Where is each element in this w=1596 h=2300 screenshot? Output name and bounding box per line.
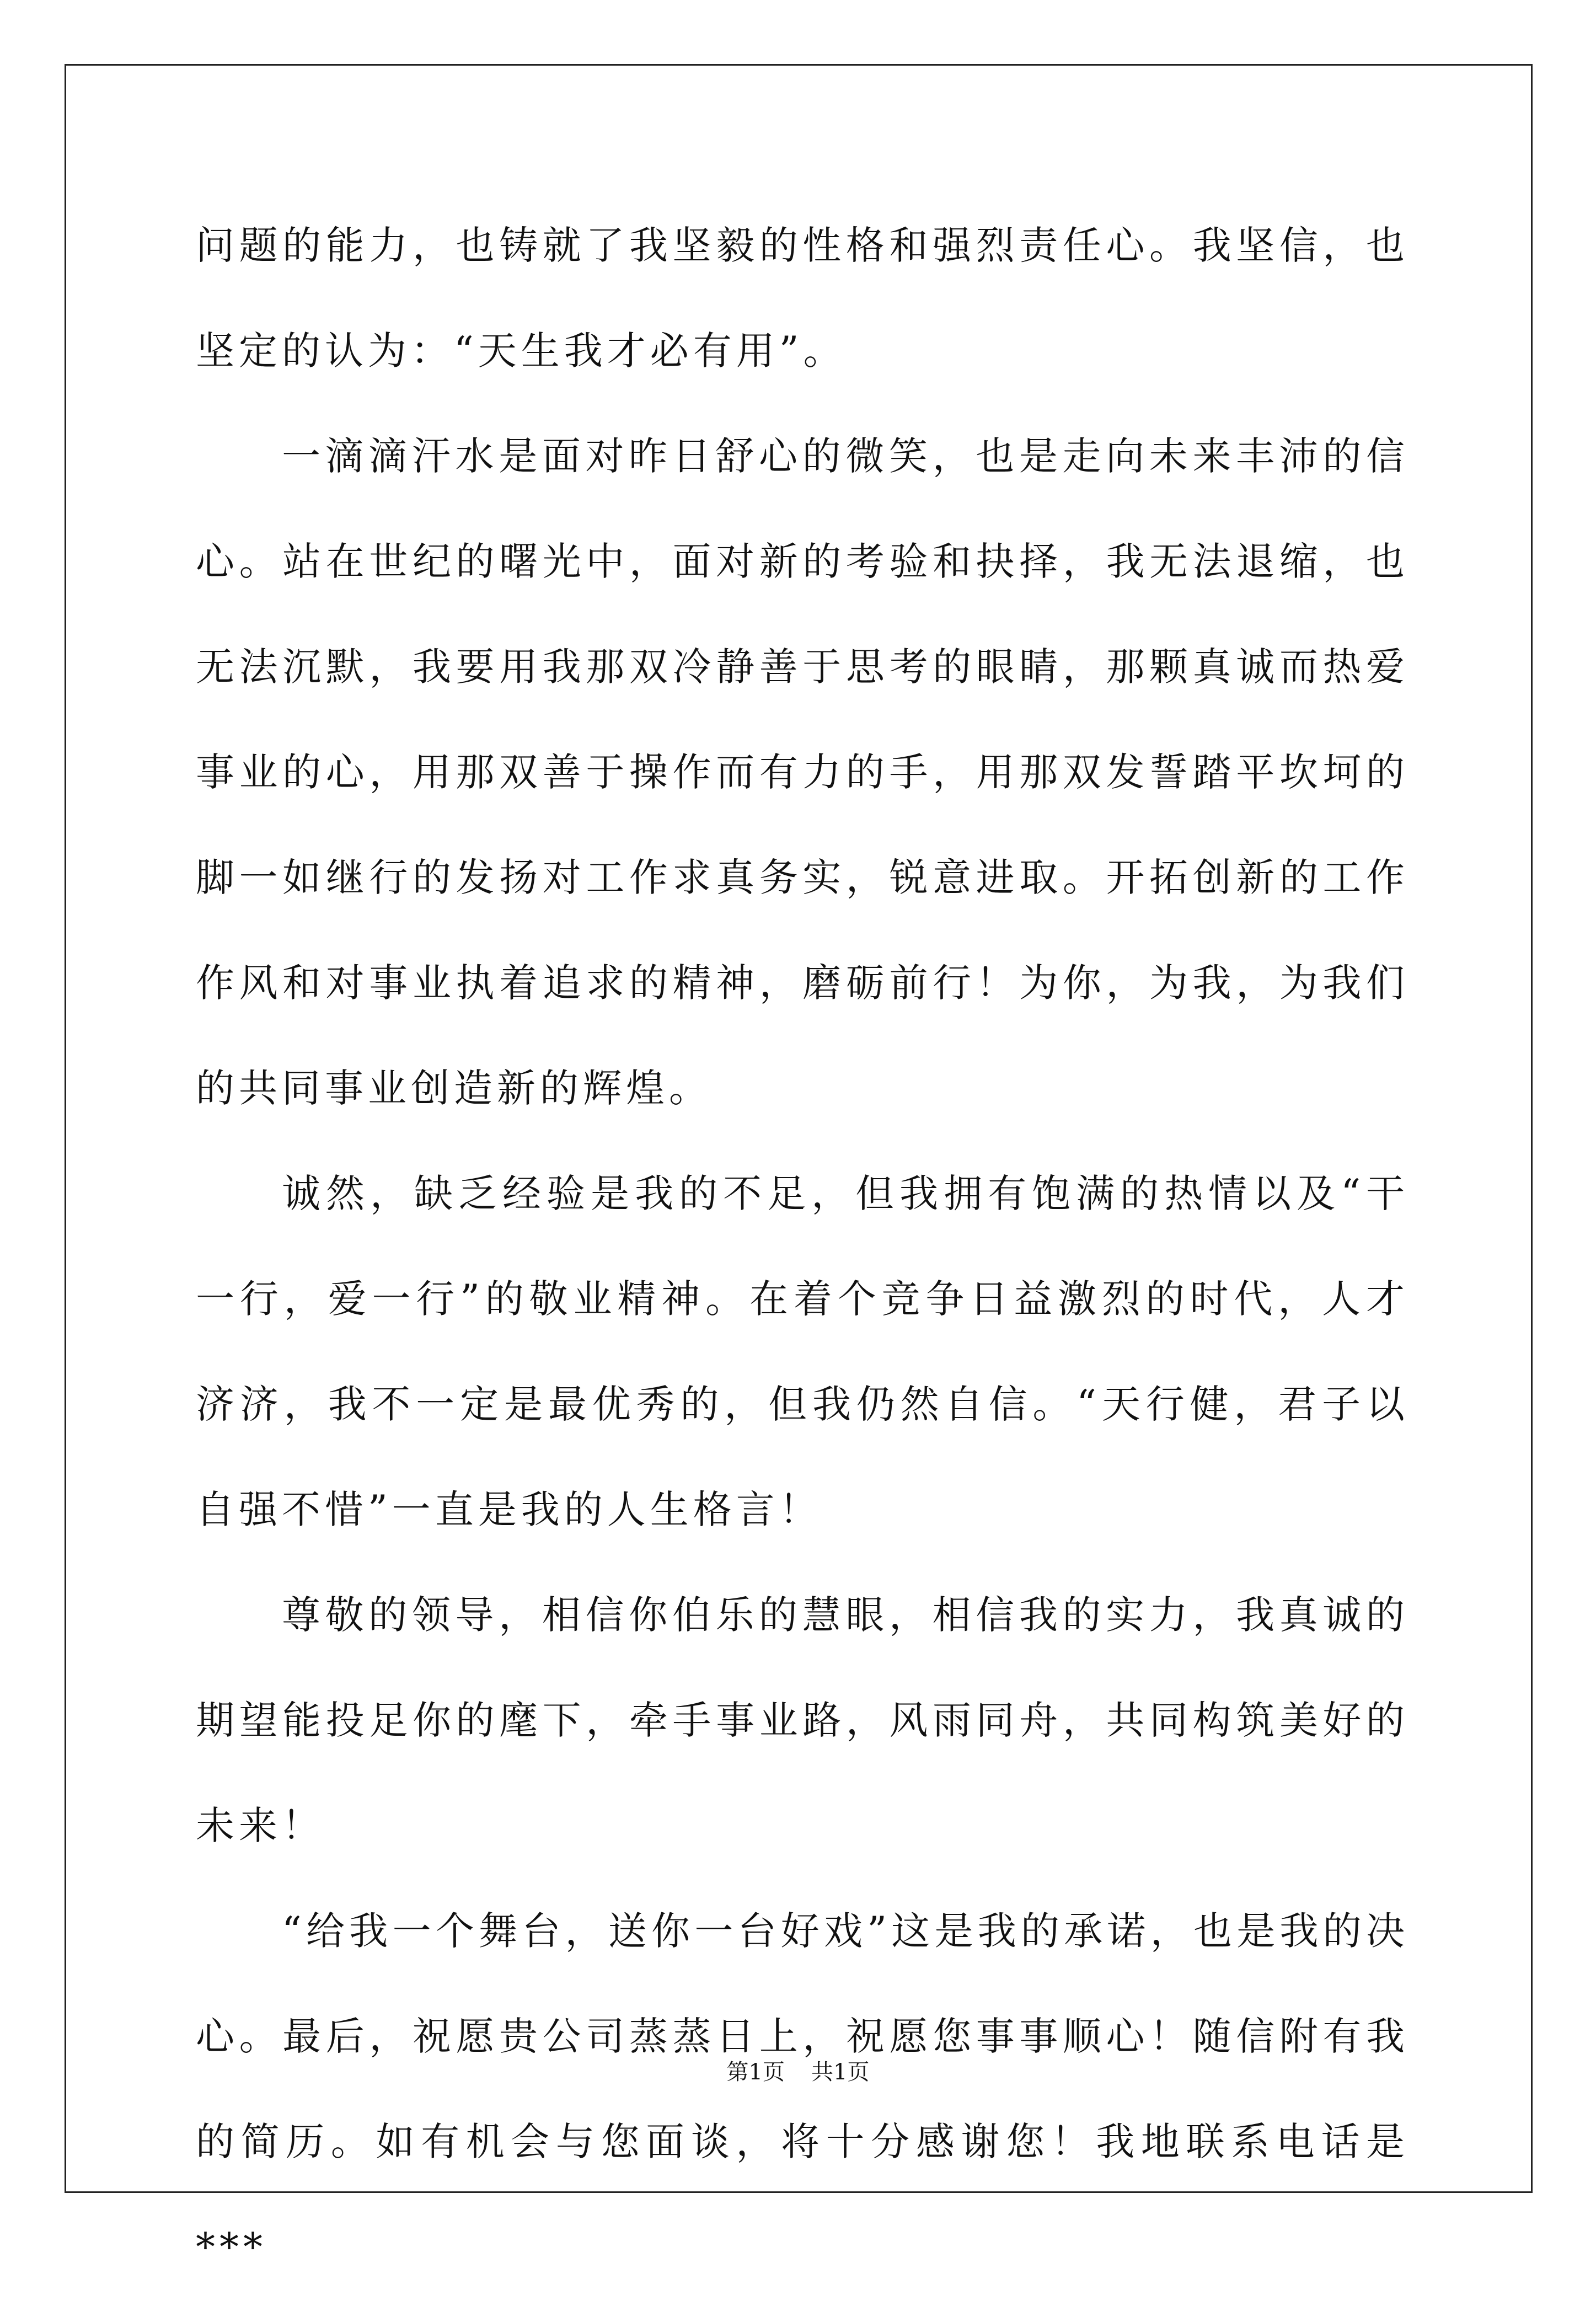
page-number: 第1页	[726, 2060, 785, 2085]
paragraph-4: 尊敬的领导，相信你伯乐的慧眼，相信我的实力，我真诚的期望能投足你的麾下，牵手事业路，风雨同舟，共同构筑美好的未来！	[196, 1592, 1409, 1848]
page-total: 共1页	[811, 2060, 870, 2085]
paragraph-3: 诚然，缺乏经验是我的不足，但我拥有饱满的热情以及“干一行，爱一行”的敬业精神。在着个竞争日益激烈的时代，人才济济，我不一定是最优秀的，但我仍然自信。“天行健，君子以自强不惜”一直是我的人生格言！	[196, 1171, 1409, 1532]
page-footer	[0, 2055, 1596, 2086]
paragraph-1: 问题的能力，也铸就了我坚毅的性格和强烈责任心。我坚信，也坚定的认为：“天生我才必有用”。	[196, 223, 1409, 373]
paragraph-2: 一滴滴汗水是面对昨日舒心的微笑，也是走向未来丰沛的信心。站在世纪的曙光中，面对新的考验和抉择，我无法退缩，也无法沉默，我要用我那双冷静善于思考的眼睛，那颗真诚而热爱事业的心，用那双善于操作而有力的手，用那双发誓踏平坎坷的脚一如继行的发扬对工作求真务实，锐意进取。开拓创新的工作作风和对事业执着追求的精神，磨砺前行！为你，为我，为我们的共同事业创造新的辉煌。	[196, 434, 1409, 1111]
document-body	[196, 193, 1409, 2300]
paragraph-5: “给我一个舞台，送你一台好戏”这是我的承诺，也是我的决心。最后，祝愿贵公司蒸蒸日上，祝愿您事事顺心！随信附有我的简历。如有机会与您面谈，将十分感谢您！我地联系电话是***	[196, 1908, 1409, 2270]
